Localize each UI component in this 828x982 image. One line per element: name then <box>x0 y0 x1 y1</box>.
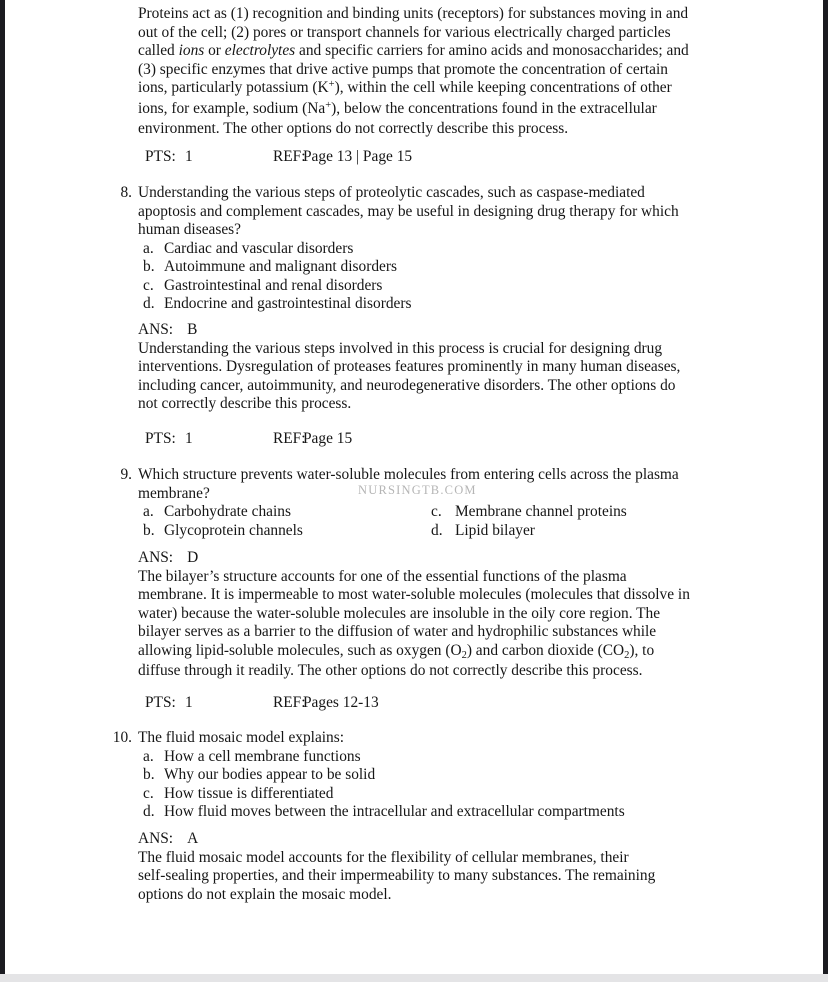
text-segment: or <box>204 42 225 59</box>
question-stem-line: human diseases? <box>138 221 242 238</box>
superscript: + <box>328 79 335 90</box>
text-segment: ions, for example, sodium (Na <box>138 99 326 117</box>
text-segment: called <box>138 42 179 59</box>
rationale-line: The bilayer’s structure accounts for one of the essential functions of the plasma <box>138 567 627 585</box>
ref-value: Page 13 | Page 15 <box>303 148 413 165</box>
option-text: How fluid moves between the intracellular and extracellular compartments <box>164 803 625 820</box>
italic-term: electrolytes <box>224 42 296 59</box>
option-row <box>138 766 625 785</box>
pts-value: 1 <box>185 148 193 165</box>
ref-label: REF: <box>273 430 306 447</box>
option-text: How a cell membrane functions <box>164 747 361 765</box>
subscript: 2 <box>624 649 630 661</box>
option-row <box>138 258 679 277</box>
question-stem-line: membrane? <box>138 484 210 502</box>
option-text: Gastrointestinal and renal disorders <box>164 276 383 294</box>
option-letter: b. <box>143 258 155 275</box>
italic-term: ions <box>178 42 205 59</box>
option-text: How tissue is differentiated <box>164 784 334 802</box>
q10-answer-block <box>138 830 655 904</box>
option-row <box>138 748 625 767</box>
q9-answer-block <box>138 549 690 681</box>
rationale-line <box>138 42 689 61</box>
option-two-column-row <box>138 522 679 541</box>
option-text: Membrane channel proteins <box>455 503 627 520</box>
rationale-line: environment. The other options do not correctly describe this process. <box>138 120 569 137</box>
rationale-line: bilayer serves as a barrier to the diffusion of water and hydrophilic substances while <box>138 623 657 640</box>
rationale-line: out of the cell; (2) pores or transport channels for various electrically charged particles <box>138 23 671 41</box>
answer-value: D <box>187 549 199 566</box>
ref-label: REF: <box>273 694 306 711</box>
rationale-line: options do not explain the mosaic model. <box>138 885 392 903</box>
ref-value: Pages 12-13 <box>303 694 379 711</box>
option-row <box>138 803 625 822</box>
option-letter: c. <box>143 784 154 802</box>
rationale-line <box>138 79 689 100</box>
ref-label: REF: <box>273 148 306 165</box>
option-letter: c. <box>143 276 154 294</box>
question-number: 9. <box>120 466 132 483</box>
question-stem-line: The fluid mosaic model explains: <box>138 729 345 746</box>
text-segment: ), to <box>629 641 655 659</box>
q9-pts-ref-line <box>0 694 828 713</box>
option-letter: a. <box>143 747 154 765</box>
question-9-block <box>120 466 679 540</box>
text-segment: ) and carbon dioxide (CO <box>466 641 625 659</box>
question-8-block <box>120 184 679 314</box>
q7-pts-ref-line <box>0 148 828 167</box>
subscript: 2 <box>461 649 467 661</box>
pts-label: PTS: <box>145 148 176 165</box>
option-text: Carbohydrate chains <box>164 503 291 520</box>
pts-label: PTS: <box>145 430 176 447</box>
rationale-line: membrane. It is impermeable to most water-soluble molecules (molecules that dissolve in <box>138 586 690 603</box>
option-letter: a. <box>143 503 154 520</box>
rationale-line <box>138 100 689 121</box>
text-segment: ), below the concentrations found in the extracellular <box>331 99 657 117</box>
option-text: Lipid bilayer <box>455 521 535 539</box>
ref-value: Page 15 <box>303 430 353 447</box>
text-segment: allowing lipid-soluble molecules, such as oxygen (O <box>138 641 462 659</box>
option-letter: d. <box>143 295 155 312</box>
q8-pts-ref-line <box>0 430 828 449</box>
rationale-line: self-sealing properties, and their impermeability to many substances. The remaining <box>138 867 656 884</box>
rationale-line: (3) specific enzymes that drive active pumps that promote the concentration of certain <box>138 60 668 78</box>
page-edge-right <box>823 0 828 974</box>
option-two-column-row <box>138 503 679 522</box>
question-stem-line: Understanding the various steps of proteolytic cascades, such as caspase-mediated <box>138 184 645 201</box>
pts-value: 1 <box>185 430 193 447</box>
option-cell <box>431 522 535 541</box>
option-row <box>138 240 679 259</box>
text-segment: ), within the cell while keeping concentrations of other <box>334 79 672 96</box>
answer-label: ANS: <box>138 830 174 847</box>
text-segment: ions, particularly potassium (K <box>138 79 329 96</box>
option-letter: b. <box>143 766 155 783</box>
rationale-line: interventions. Dysregulation of proteases features prominently in many human diseases, <box>138 358 681 375</box>
option-row <box>431 503 627 522</box>
option-letter: d. <box>143 803 155 820</box>
option-row <box>138 522 431 541</box>
page-edge-left <box>0 0 5 974</box>
rationale-line: water) because the water-soluble molecules are insoluble in the oily core region. The <box>138 604 661 622</box>
answer-value: B <box>187 321 198 338</box>
answer-line <box>138 549 690 568</box>
answer-label: ANS: <box>138 549 174 566</box>
rationale-line: Proteins act as (1) recognition and binding units (receptors) for substances moving in and <box>138 5 689 22</box>
q8-answer-block <box>138 321 680 414</box>
pts-label: PTS: <box>145 694 176 711</box>
answer-label: ANS: <box>138 321 174 338</box>
option-text: Endocrine and gastrointestinal disorders <box>164 295 412 312</box>
option-text: Autoimmune and malignant disorders <box>164 258 397 275</box>
question-stem-line: apoptosis and complement cascades, may be useful in designing drug therapy for which <box>138 202 679 220</box>
question-stem-line: Which structure prevents water-soluble molecules from entering cells across the plasma <box>138 466 679 483</box>
question-10-block <box>112 729 625 822</box>
rationale-line: not correctly describe this process. <box>138 395 352 412</box>
option-text: Why our bodies appear to be solid <box>164 766 376 783</box>
pts-value: 1 <box>185 694 193 711</box>
option-letter: c. <box>431 503 442 520</box>
option-letter: d. <box>431 521 443 539</box>
option-letter: a. <box>143 239 154 257</box>
rationale-line: Understanding the various steps involved in this process is crucial for designing drug <box>138 339 663 357</box>
option-cell <box>431 503 627 522</box>
option-text: Glycoprotein channels <box>164 521 303 539</box>
rationale-line: The fluid mosaic model accounts for the flexibility of cellular membranes, their <box>138 848 629 866</box>
option-text: Cardiac and vascular disorders <box>164 239 354 257</box>
option-row <box>431 522 535 541</box>
rationale-line: diffuse through it readily. The other options do not correctly describe this process. <box>138 662 643 679</box>
watermark-text: NURSINGTB.COM <box>358 483 477 497</box>
answer-line <box>138 830 655 849</box>
question-number: 10. <box>112 729 132 746</box>
option-row <box>138 277 679 296</box>
answer-value: A <box>187 830 199 847</box>
answer-line <box>138 321 680 340</box>
rationale-line: including cancer, autoimmunity, and neurodegenerative disorders. The other options do <box>138 376 676 394</box>
option-row <box>138 785 625 804</box>
superscript: + <box>325 99 332 111</box>
option-letter: b. <box>143 521 155 539</box>
question-number: 8. <box>120 184 132 201</box>
rationale-line <box>138 642 690 663</box>
text-segment: and specific carriers for amino acids and monosaccharides; and <box>295 42 689 59</box>
option-row <box>138 503 431 522</box>
q7-rationale-block <box>138 5 689 139</box>
option-row <box>138 295 679 314</box>
page-bottom-bar <box>0 974 828 982</box>
